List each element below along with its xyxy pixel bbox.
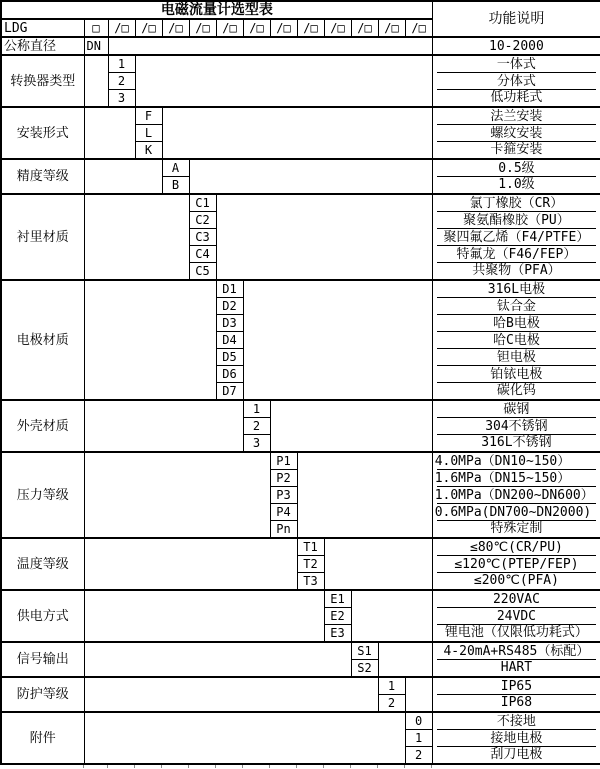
- code-cell: D7: [216, 383, 243, 401]
- desc-cell: 共聚物（PFA）: [432, 263, 600, 281]
- empty-spacer-cell: [243, 280, 432, 400]
- code-cell: D4: [216, 332, 243, 349]
- desc-cell: 聚氨酯橡胶（PU）: [432, 212, 600, 229]
- code-cell: D2: [216, 298, 243, 315]
- section-label-pressure: 压力等级: [1, 452, 84, 538]
- code-cell: 1: [243, 400, 270, 418]
- section-label-diameter: 公称直径: [1, 37, 84, 55]
- code-cell: D1: [216, 280, 243, 298]
- desc-cell: ≤80℃(CR/PU): [432, 538, 600, 556]
- empty-spacer-cell: [351, 590, 432, 642]
- code-cell: S2: [351, 660, 378, 678]
- empty-spacer-cell: [84, 280, 216, 400]
- empty-spacer-cell: [405, 677, 432, 712]
- model-slot: /□: [108, 19, 135, 37]
- section-label-signal: 信号输出: [1, 642, 84, 677]
- desc-cell: 卡箍安装: [432, 142, 600, 160]
- empty-spacer-cell: [162, 107, 432, 159]
- desc-cell: 304不锈钢: [432, 418, 600, 435]
- section-label-accuracy: 精度等级: [1, 159, 84, 194]
- empty-spacer-cell: [378, 642, 432, 677]
- desc-cell: HART: [432, 660, 600, 678]
- model-slot: /□: [351, 19, 378, 37]
- desc-cell: 锂电池（仅限低功耗式）: [432, 625, 600, 643]
- code-cell: E1: [324, 590, 351, 608]
- code-cell: E3: [324, 625, 351, 643]
- empty-spacer-cell: [84, 452, 270, 538]
- code-cell: 1: [108, 55, 135, 73]
- code-cell: C1: [189, 194, 216, 212]
- empty-spacer-cell: [84, 107, 135, 159]
- code-cell: 3: [243, 435, 270, 453]
- desc-cell: ≤200℃(PFA): [432, 573, 600, 591]
- code-cell: D3: [216, 315, 243, 332]
- empty-spacer-cell: [270, 400, 432, 452]
- code-cell: 2: [243, 418, 270, 435]
- code-cell: B: [162, 177, 189, 195]
- model-slot: /□: [243, 19, 270, 37]
- code-cell: T1: [297, 538, 324, 556]
- model-slot: /□: [405, 19, 432, 37]
- empty-spacer-cell: [135, 55, 432, 107]
- section-label-accessories: 附件: [1, 712, 84, 764]
- empty-spacer-cell: [84, 55, 108, 107]
- code-cell: D5: [216, 349, 243, 366]
- desc-cell: 哈C电极: [432, 332, 600, 349]
- code-cell: P1: [270, 452, 297, 470]
- code-cell: 3: [108, 90, 135, 108]
- section-label-lining: 衬里材质: [1, 194, 84, 280]
- code-cell: T3: [297, 573, 324, 591]
- desc-cell: 特氟龙（F46/FEP）: [432, 246, 600, 263]
- desc-cell: 4-20mA+RS485（标配）: [432, 642, 600, 660]
- desc-cell: 氯丁橡胶（CR）: [432, 194, 600, 212]
- section-label-install: 安装形式: [1, 107, 84, 159]
- desc-cell: 316L电极: [432, 280, 600, 298]
- desc-cell: 316L不锈钢: [432, 435, 600, 453]
- desc-cell: 钽电极: [432, 349, 600, 366]
- code-cell: P2: [270, 470, 297, 487]
- desc-cell: 碳化钨: [432, 383, 600, 401]
- model-box-slot: □: [84, 19, 108, 37]
- code-cell: 1: [405, 730, 432, 747]
- desc-cell: 特殊定制: [432, 521, 600, 539]
- empty-spacer-cell: [297, 452, 432, 538]
- desc-cell: 哈B电极: [432, 315, 600, 332]
- model-slot: /□: [189, 19, 216, 37]
- desc-cell: 聚四氟乙烯（F4/PTFE）: [432, 229, 600, 246]
- desc-cell: 分体式: [432, 73, 600, 90]
- desc-cell: 0.6MPa(DN700~DN2000): [432, 504, 600, 521]
- model-slot: /□: [324, 19, 351, 37]
- section-label-protection: 防护等级: [1, 677, 84, 712]
- desc-cell: 220VAC: [432, 590, 600, 608]
- desc-cell: 铂铱电极: [432, 366, 600, 383]
- section-label-electrode: 电极材质: [1, 280, 84, 400]
- desc-cell: 一体式: [432, 55, 600, 73]
- code-cell: 2: [108, 73, 135, 90]
- empty-spacer-cell: [84, 538, 297, 590]
- code-cell: 0: [405, 712, 432, 730]
- empty-spacer-cell: [84, 642, 351, 677]
- desc-cell: IP68: [432, 695, 600, 713]
- model-prefix: LDG: [1, 19, 84, 37]
- empty-spacer-cell: [84, 677, 378, 712]
- desc-cell: 不接地: [432, 712, 600, 730]
- empty-spacer-cell: [84, 159, 162, 194]
- empty-spacer-cell: [189, 159, 432, 194]
- desc-cell: 10-2000: [432, 37, 600, 55]
- desc-cell: IP65: [432, 677, 600, 695]
- code-cell: C3: [189, 229, 216, 246]
- code-cell: T2: [297, 556, 324, 573]
- model-slot: /□: [216, 19, 243, 37]
- code-cell: A: [162, 159, 189, 177]
- desc-cell: 4.0MPa（DN10~150）: [432, 452, 600, 470]
- section-label-temperature: 温度等级: [1, 538, 84, 590]
- table-bottom-gridline-stubs: [0, 765, 600, 769]
- model-slot: /□: [378, 19, 405, 37]
- code-cell: S1: [351, 642, 378, 660]
- code-cell: C2: [189, 212, 216, 229]
- empty-spacer-cell: [84, 194, 189, 280]
- code-cell: 2: [378, 695, 405, 713]
- desc-cell: 接地电极: [432, 730, 600, 747]
- desc-cell: 钛合金: [432, 298, 600, 315]
- code-cell: F: [135, 107, 162, 125]
- model-slot: /□: [135, 19, 162, 37]
- model-slot: /□: [162, 19, 189, 37]
- desc-cell: 1.6MPa（DN15~150）: [432, 470, 600, 487]
- code-cell: P4: [270, 504, 297, 521]
- code-cell: K: [135, 142, 162, 160]
- empty-spacer-cell: [216, 194, 432, 280]
- code-cell: 1: [378, 677, 405, 695]
- section-label-converter: 转换器类型: [1, 55, 84, 107]
- model-slot: /□: [270, 19, 297, 37]
- desc-cell: 1.0MPa（DN200~DN600）: [432, 487, 600, 504]
- desc-cell: 碳钢: [432, 400, 600, 418]
- empty-spacer-cell: [84, 590, 324, 642]
- desc-cell: 法兰安装: [432, 107, 600, 125]
- empty-spacer-cell: [84, 712, 405, 764]
- code-cell: P3: [270, 487, 297, 504]
- code-cell: C4: [189, 246, 216, 263]
- code-cell: E2: [324, 608, 351, 625]
- section-label-housing: 外壳材质: [1, 400, 84, 452]
- desc-cell: 低功耗式: [432, 90, 600, 108]
- desc-cell: 24VDC: [432, 608, 600, 625]
- empty-spacer-cell: [84, 400, 243, 452]
- table-title: 电磁流量计选型表: [1, 1, 432, 19]
- desc-cell: 0.5级: [432, 159, 600, 177]
- function-column-header: 功能说明: [432, 1, 600, 37]
- section-label-power: 供电方式: [1, 590, 84, 642]
- code-cell: DN: [84, 37, 108, 55]
- empty-spacer-cell: [108, 37, 432, 55]
- model-slot: /□: [297, 19, 324, 37]
- code-cell: L: [135, 125, 162, 142]
- desc-cell: 螺纹安装: [432, 125, 600, 142]
- code-cell: 2: [405, 747, 432, 765]
- desc-cell: 1.0级: [432, 177, 600, 195]
- desc-cell: 刮刀电极: [432, 747, 600, 765]
- code-cell: C5: [189, 263, 216, 281]
- code-cell: Pn: [270, 521, 297, 539]
- code-cell: D6: [216, 366, 243, 383]
- desc-cell: ≤120℃(PTEP/FEP): [432, 556, 600, 573]
- empty-spacer-cell: [324, 538, 432, 590]
